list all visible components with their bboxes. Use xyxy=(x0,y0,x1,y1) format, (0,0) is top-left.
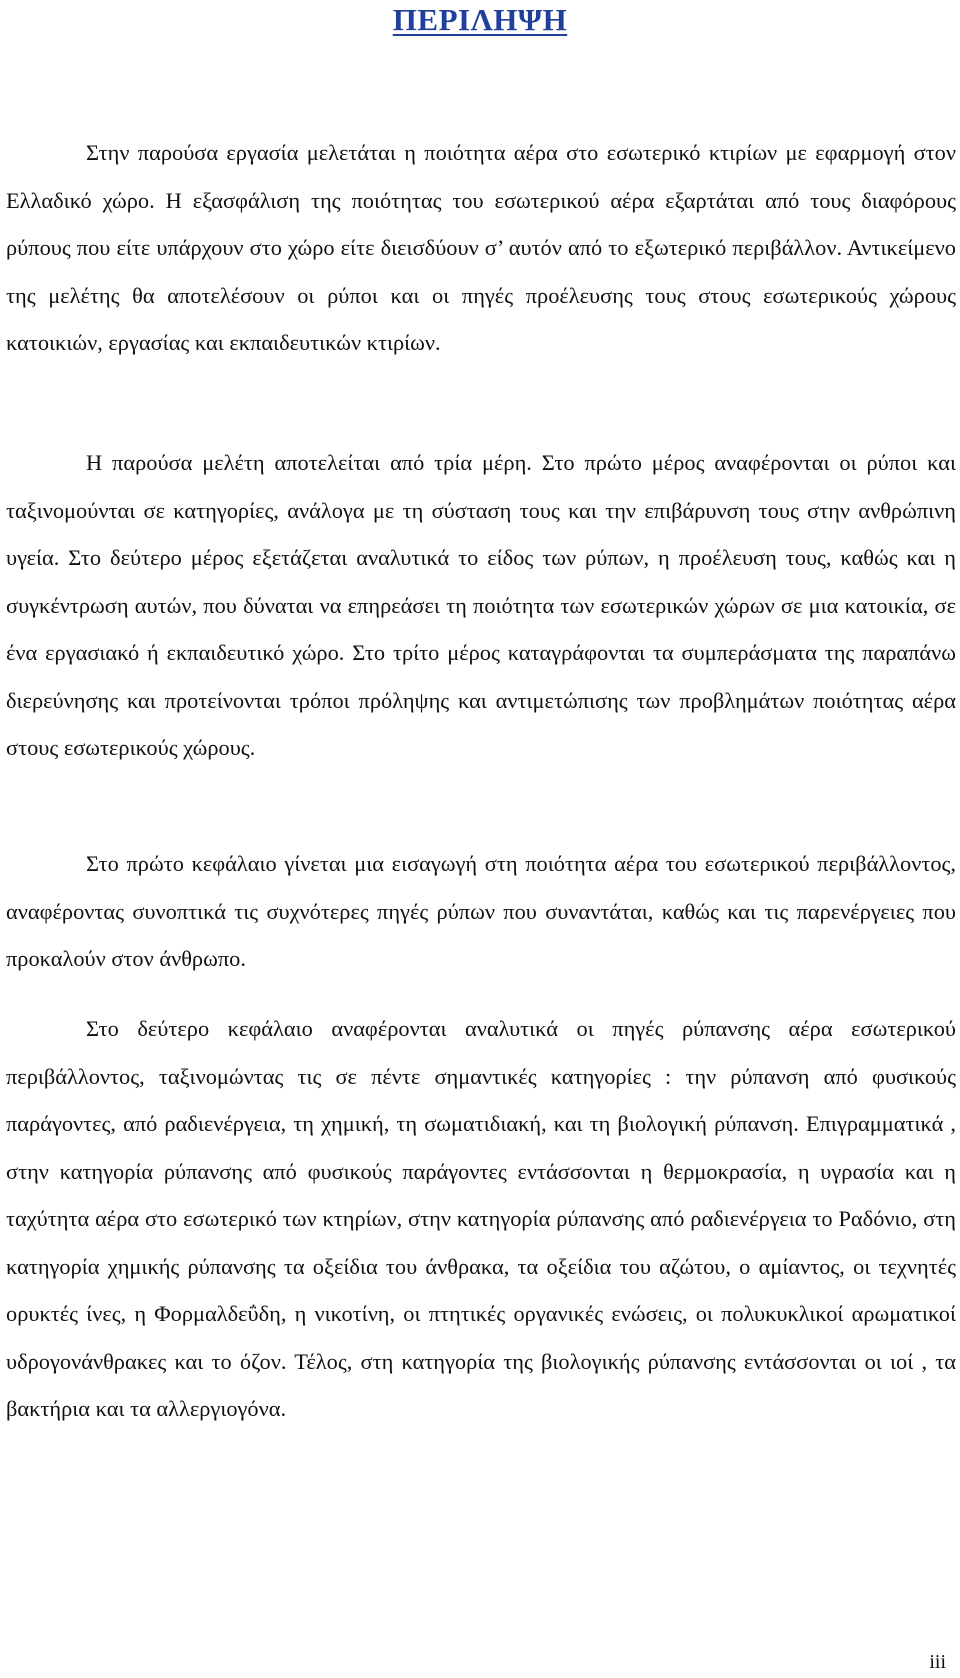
paragraph-structure: Η παρούσα μελέτη αποτελείται από τρία μέρη. Στο πρώτο μέρος αναφέρονται οι ρύποι και ταξινομούνται σε κατηγορίες, ανάλογα με τη σύσταση τους και την επιβάρυνση τους στην ανθρώπινη υγεία. Στο δεύτερο μέρος εξετάζεται αναλυτικά το είδος των ρύπων, η προέλευση τους, καθώς και η συγκέντρωση αυτών, που δύναται να επηρεάσει τη ποιότητα των εσωτερικών χώρων σε μια κατοικία, σε ένα εργασιακό ή εκπαιδευτικό χώρο. Στο τρίτο μέρος καταγράφονται τα συμπεράσματα της παραπάνω διερεύνησης και προτείνονται τρόποι πρόληψης και αντιμετώπισης των προβλημάτων ποιότητας αέρα στους εσωτερικούς χώρους. xyxy=(6,450,956,760)
paragraph-chapter-one: Στο πρώτο κεφάλαιο γίνεται μια εισαγωγή στη ποιότητα αέρα του εσωτερικού περιβάλλοντος, αναφέροντας συνοπτικά τις συχνότερες πηγές ρύπων που συναντάται, καθώς και τις παρενέργειες που προκαλούν στον άνθρωπο. xyxy=(6,851,956,971)
paragraph-chapter-two: Στο δεύτερο κεφάλαιο αναφέρονται αναλυτικά οι πηγές ρύπανσης αέρα εσωτερικού περιβάλλοντος, ταξινομώντας τις σε πέντε σημαντικές κατηγορίες : την ρύπανση από φυσικούς παράγοντες, από ραδιενέργεια, τη χημική, τη σωματιδιακή, και τη βιολογική ρύπανση. Επιγραμματικά , στην κατηγορία ρύπανσης από φυσικούς παράγοντες εντάσσονται η θερμοκρασία, η υγρασία και η ταχύτητα αέρα στο εσωτερικό των κτηρίων, στην κατηγορία ρύπανσης από ραδιενέργεια το Ραδόνιο, στη κατηγορία χημικής ρύπανσης τα οξείδια του άνθρακα, τα οξείδια του αζώτου, ο αμίαντος, οι τεχνητές ορυκτές ίνες, η Φορμαλδεΰδη, η νικοτίνη, οι πτητικές οργανικές ενώσεις, οι πολυκυκλικοί αρωματικοί υδρογονάνθρακες και το όζον. Τέλος, στη κατηγορία της βιολογικής ρύπανσης εντάσσονται οι ιοί , τα βακτήρια και τα αλλεργιογόνα. xyxy=(6,1016,956,1421)
page-number: iii xyxy=(929,1651,946,1673)
page-title: ΠΕΡΙΛΗΨΗ xyxy=(392,2,568,37)
paragraph-introduction: Στην παρούσα εργασία μελετάται η ποιότητα αέρα στο εσωτερικό κτιρίων με εφαρμογή στον Ελλαδικό χώρο. Η εξασφάλιση της ποιότητας του εσωτερικού αέρα εξαρτάται από τους διαφόρους ρύπους που είτε υπάρχουν στο χώρο είτε διεισδύουν σ’ αυτόν από το εξωτερικό περιβάλλον. Αντικείμενο της μελέτης θα αποτελέσουν οι ρύποι και οι πηγές προέλευσης τους στους εσωτερικούς χώρους κατοικιών, εργασίας και εκπαιδευτικών κτιρίων. xyxy=(6,140,956,355)
